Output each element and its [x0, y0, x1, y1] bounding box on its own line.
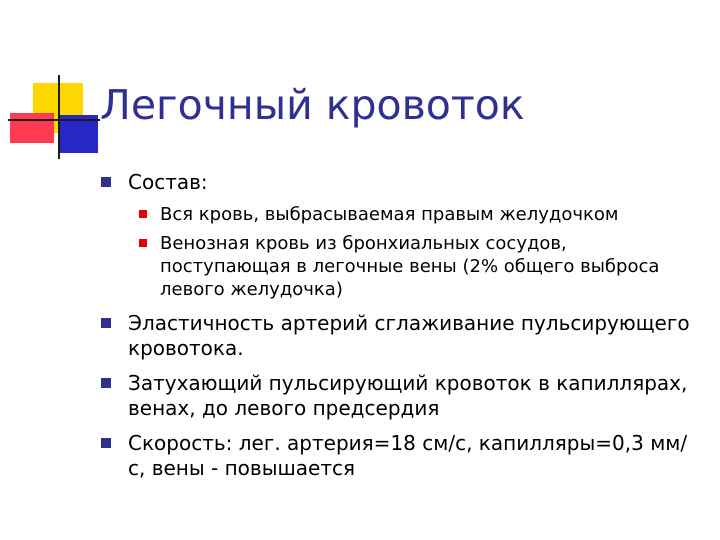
logo-horizontal-line — [8, 119, 100, 121]
bullet-item — [100, 311, 700, 361]
bullet-item — [100, 371, 700, 421]
bullet-text: Эластичность артерий — [128, 311, 369, 335]
square-bullet-icon — [101, 438, 111, 448]
bullet-item — [100, 170, 700, 301]
logo-red-square — [10, 113, 54, 143]
square-bullet-icon — [101, 318, 111, 328]
bullet-text-continued: сглаживание пульсирующего кровотока. — [128, 311, 690, 360]
sub-bullet-text: Венозная кровь из бронхиальных сосудов, поступающая в легочные вены (2% общего выброса левого желудочка) — [160, 233, 660, 300]
bullet-text: Состав: — [128, 170, 208, 194]
square-bullet-icon — [101, 378, 111, 388]
square-sub-bullet-icon — [139, 239, 147, 247]
sub-bullet-item — [130, 203, 702, 226]
bullet-text: Скорость: лег. артерия=18 см/с, капилляры=0,3 мм/с, вены - повышается — [128, 431, 688, 480]
sub-bullet-item — [130, 232, 702, 301]
bullet-item — [100, 431, 700, 481]
square-sub-bullet-icon — [139, 210, 147, 218]
bullet-text: Затухающий пульсирующий кровоток в капиллярах, венах, до левого предсердия — [128, 371, 688, 420]
logo-vertical-line — [58, 75, 60, 159]
sub-bullet-text: Вся кровь, выбрасываемая правым желудочком — [160, 204, 619, 225]
square-bullet-icon — [101, 177, 111, 187]
bullet-list — [100, 170, 700, 491]
slide-title: Легочный кровоток — [100, 81, 525, 129]
sub-bullet-list — [130, 203, 702, 301]
